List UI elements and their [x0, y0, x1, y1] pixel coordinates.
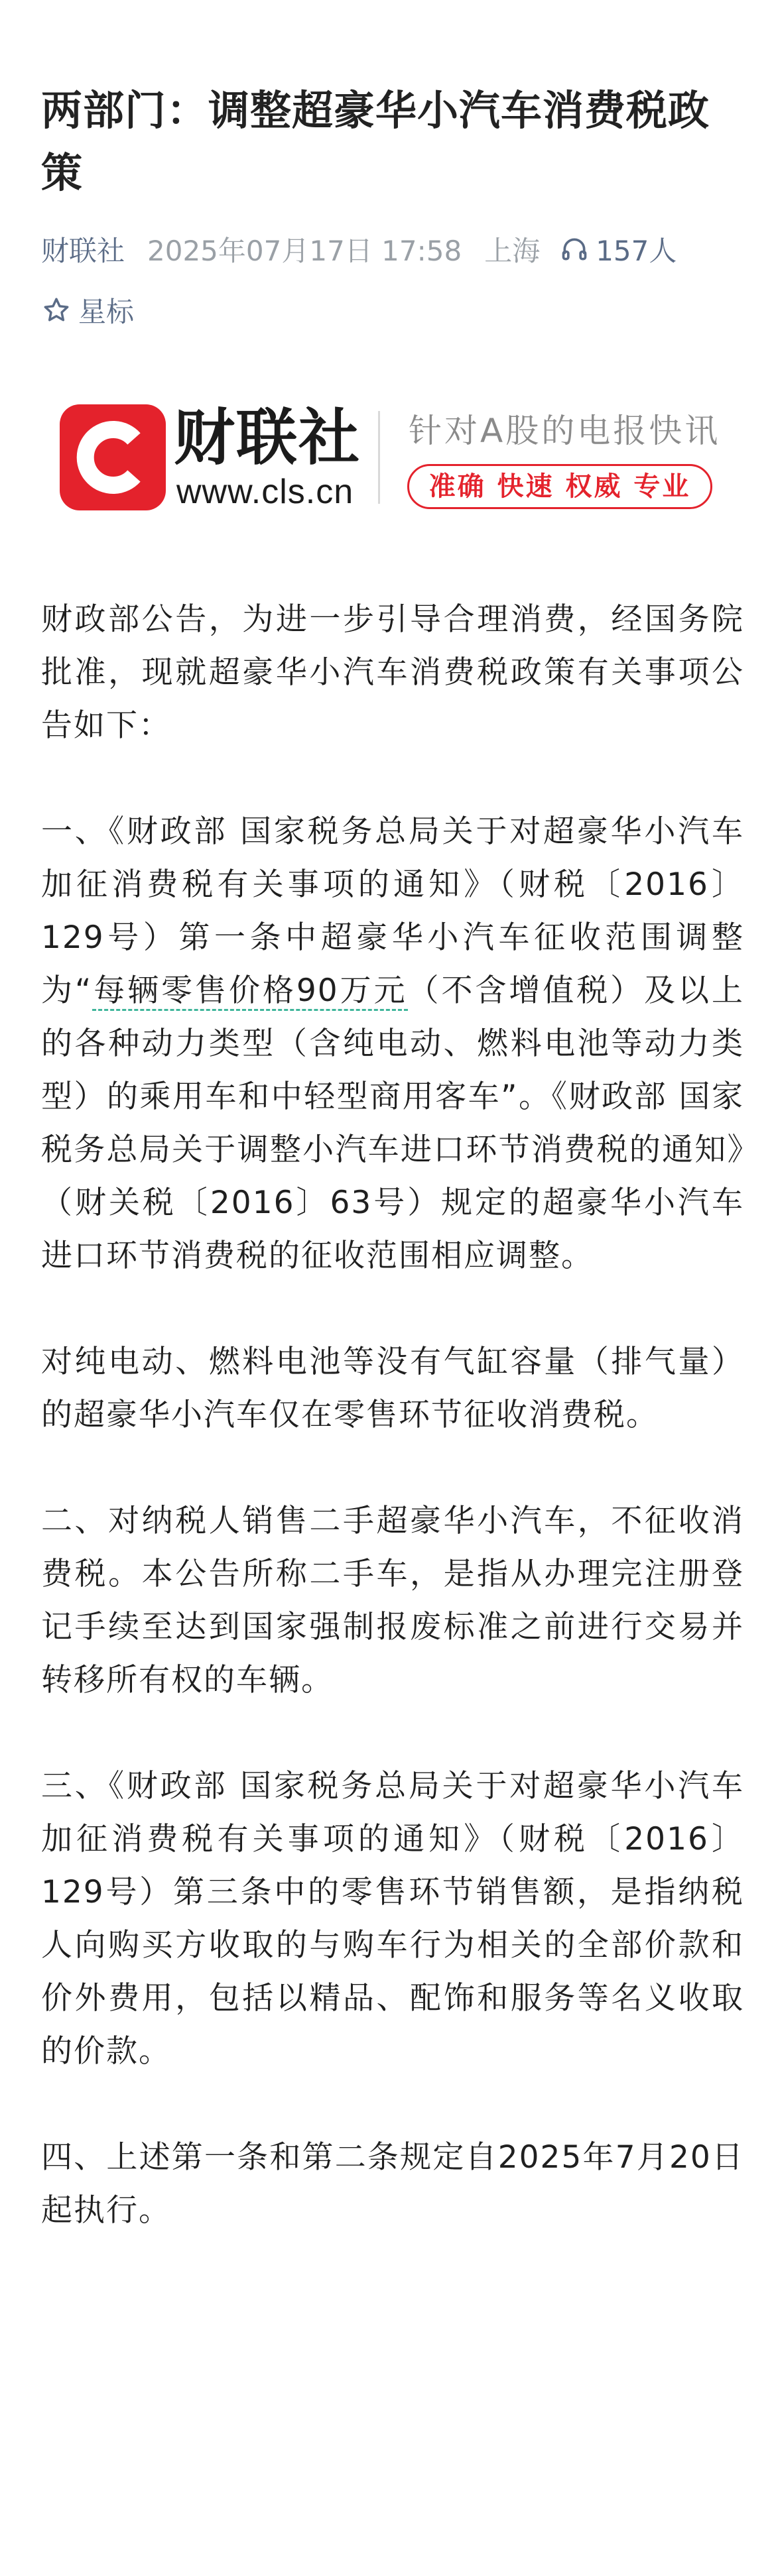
- paragraph-item-1: [41, 805, 744, 1283]
- paragraph-intro: 财政部公告，为进一步引导合理消费，经国务院批准，现就超豪华小汽车消费税政策有关事项公告如下：: [41, 601, 744, 744]
- banner-brand: 财联社: [174, 402, 361, 473]
- paragraph-item-4: 四、上述第一条和第二条规定自2025年7月20日起执行。: [41, 2139, 744, 2229]
- banner-slogan: 针对A股的电报快讯: [409, 412, 721, 450]
- headphones-icon: [560, 235, 589, 264]
- cls-banner-image: [60, 398, 723, 517]
- paragraph-text: （不含增值税）及以上的各种动力类型（含纯电动、燃料电池等动力类型）的乘用车和中轻型商用客车”。《财政部 国家税务总局关于调整小汽车进口环节消费税的通知》（财关税〔2016〕63号）规定的超豪华小汽车进口环节消费税的征收范围相应调整。: [41, 972, 745, 1274]
- paragraph-item-2: 二、对纳税人销售二手超豪华小汽车，不征收消费税。本公告所称二手车，是指从办理完注册登记手续至达到国家强制报废标准之前进行交易并转移所有权的车辆。: [41, 1503, 744, 1698]
- publish-time: 2025年07月17日 17:58: [147, 235, 462, 267]
- favorite-button[interactable]: [41, 292, 134, 329]
- article-body: [41, 593, 744, 2290]
- paragraph-text: 一、《财政部 国家税务总局关于对超豪华小汽车加征消费税有关事项的通知》（财税〔2016〕129号）第一条中超豪华小汽车征收范围调整为“: [41, 813, 744, 1009]
- highlighted-term[interactable]: 每辆零售价格90万元: [92, 972, 407, 1011]
- favorite-label: 星标: [78, 296, 135, 328]
- banner-site: www.cls.cn: [176, 473, 354, 511]
- banner-divider: [378, 411, 380, 504]
- cls-c-logo-icon: [60, 404, 166, 510]
- paragraph-ev-note: 对纯电动、燃料电池等没有气缸容量（排气量）的超豪华小汽车仅在零售环节征收消费税。: [41, 1344, 744, 1433]
- source-link[interactable]: 财联社: [41, 235, 125, 267]
- listen-count: 157人: [596, 235, 677, 267]
- article-title: 两部门：调整超豪华小汽车消费税政策: [41, 86, 710, 197]
- star-outline-icon: [41, 295, 72, 325]
- listen-button[interactable]: [560, 229, 677, 269]
- article-meta: [41, 229, 744, 269]
- banner-tags: 准确 快速 权威 专业: [407, 464, 712, 509]
- paragraph-item-3: 三、《财政部 国家税务总局关于对超豪华小汽车加征消费税有关事项的通知》（财税〔2016〕129号）第三条中的零售环节销售额，是指纳税人向购买方收取的与购车行为相关的全部价款和价外费用，包括以精品、配饰和服务等名义收取的价款。: [41, 1768, 744, 2070]
- publish-location: 上海: [484, 235, 541, 267]
